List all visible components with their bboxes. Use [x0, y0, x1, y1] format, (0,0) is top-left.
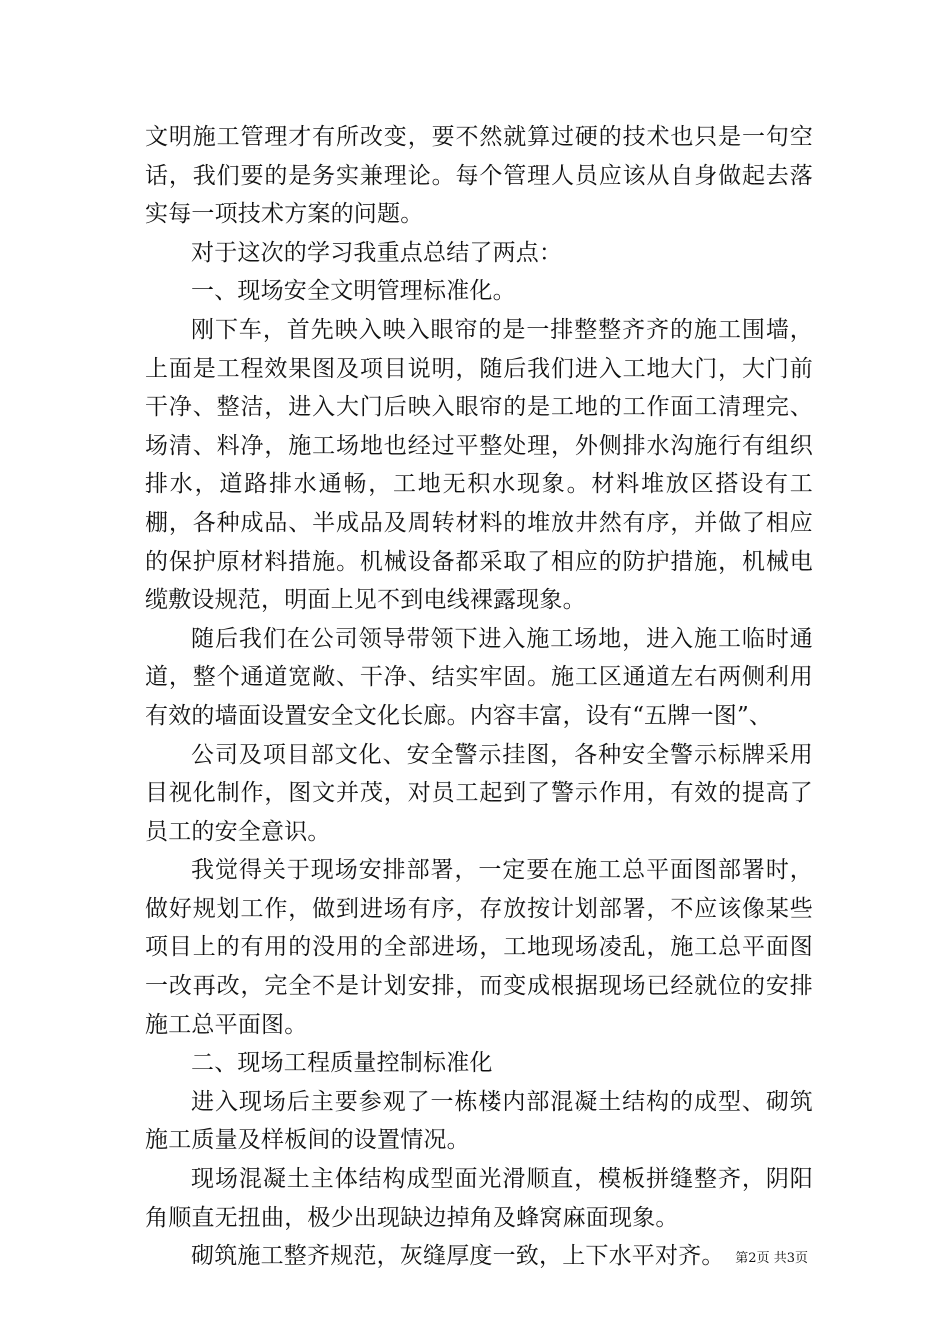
paragraph-8: 现场混凝土主体结构成型面光滑顺直，模板拼缝整齐，阴阳角顺直无扭曲，极少出现缺边掉角及蜂窝麻面现象。: [145, 1166, 813, 1231]
paragraph-6: 我觉得关于现场安排部署，一定要在施工总平面图部署时，做好规划工作，做到进场有序，存放按计划部署，不应该像某些项目上的有用的没用的全部进场，工地现场凌乱，施工总平面图一改再改，完全不是计划安排，而变成根据现场已经就位的安排施工总平面图。: [145, 857, 813, 1038]
page-middle: 页 共: [756, 1251, 787, 1266]
page-total: 3: [786, 1251, 795, 1266]
page-suffix: 页: [794, 1251, 808, 1266]
section-heading-1: 一、现场安全文明管理标准化。: [191, 278, 516, 305]
document-body: [145, 118, 813, 1276]
page-prefix: 第: [735, 1251, 749, 1266]
paragraph-4: 随后我们在公司领导带领下进入施工场地，进入施工临时通道，整个通道宽敞、干净、结实牢固。施工区通道左右两侧利用有效的墙面设置安全文化长廊。内容丰富，设有“五牌一图”、: [145, 625, 813, 729]
paragraph-1: 文明施工管理才有所改变，要不然就算过硬的技术也只是一句空话，我们要的是务实兼理论。每个管理人员应该从自身做起去落实每一项技术方案的问题。: [145, 124, 813, 228]
paragraph-5: 公司及项目部文化、安全警示挂图，各种安全警示标牌采用目视化制作，图文并茂，对员工起到了警示作用，有效的提高了员工的安全意识。: [145, 741, 813, 845]
paragraph-2: 对于这次的学习我重点总结了两点：: [191, 239, 563, 266]
paragraph-9: 砌筑施工整齐规范，灰缝厚度一致，上下水平对齐。: [191, 1243, 725, 1270]
paragraph-7: 进入现场后主要参观了一栋楼内部混凝土结构的成型、砌筑施工质量及样板间的设置情况。: [145, 1088, 813, 1154]
paragraph-3: 刚下车，首先映入映入眼帘的是一排整整齐齐的施工围墙，上面是工程效果图及项目说明，随后我们进入工地大门，大门前干净、整洁，进入大门后映入眼帘的是工地的工作面工清理完、场清、料净，施工场地也经过平整处理，外侧排水沟施行有组织排水，道路排水通畅，工地无积水现象。材料堆放区搭设有工棚，各种成品、半成品及周转材料的堆放井然有序，并做了相应的保护原材料措施。机械设备都采取了相应的防护措施，机械电缆敷设规范，明面上见不到电线裸露现象。: [145, 316, 813, 614]
page-current: 2: [748, 1251, 757, 1266]
page-number-footer: [735, 1250, 808, 1268]
section-heading-2: 二、现场工程质量控制标准化: [191, 1050, 493, 1077]
